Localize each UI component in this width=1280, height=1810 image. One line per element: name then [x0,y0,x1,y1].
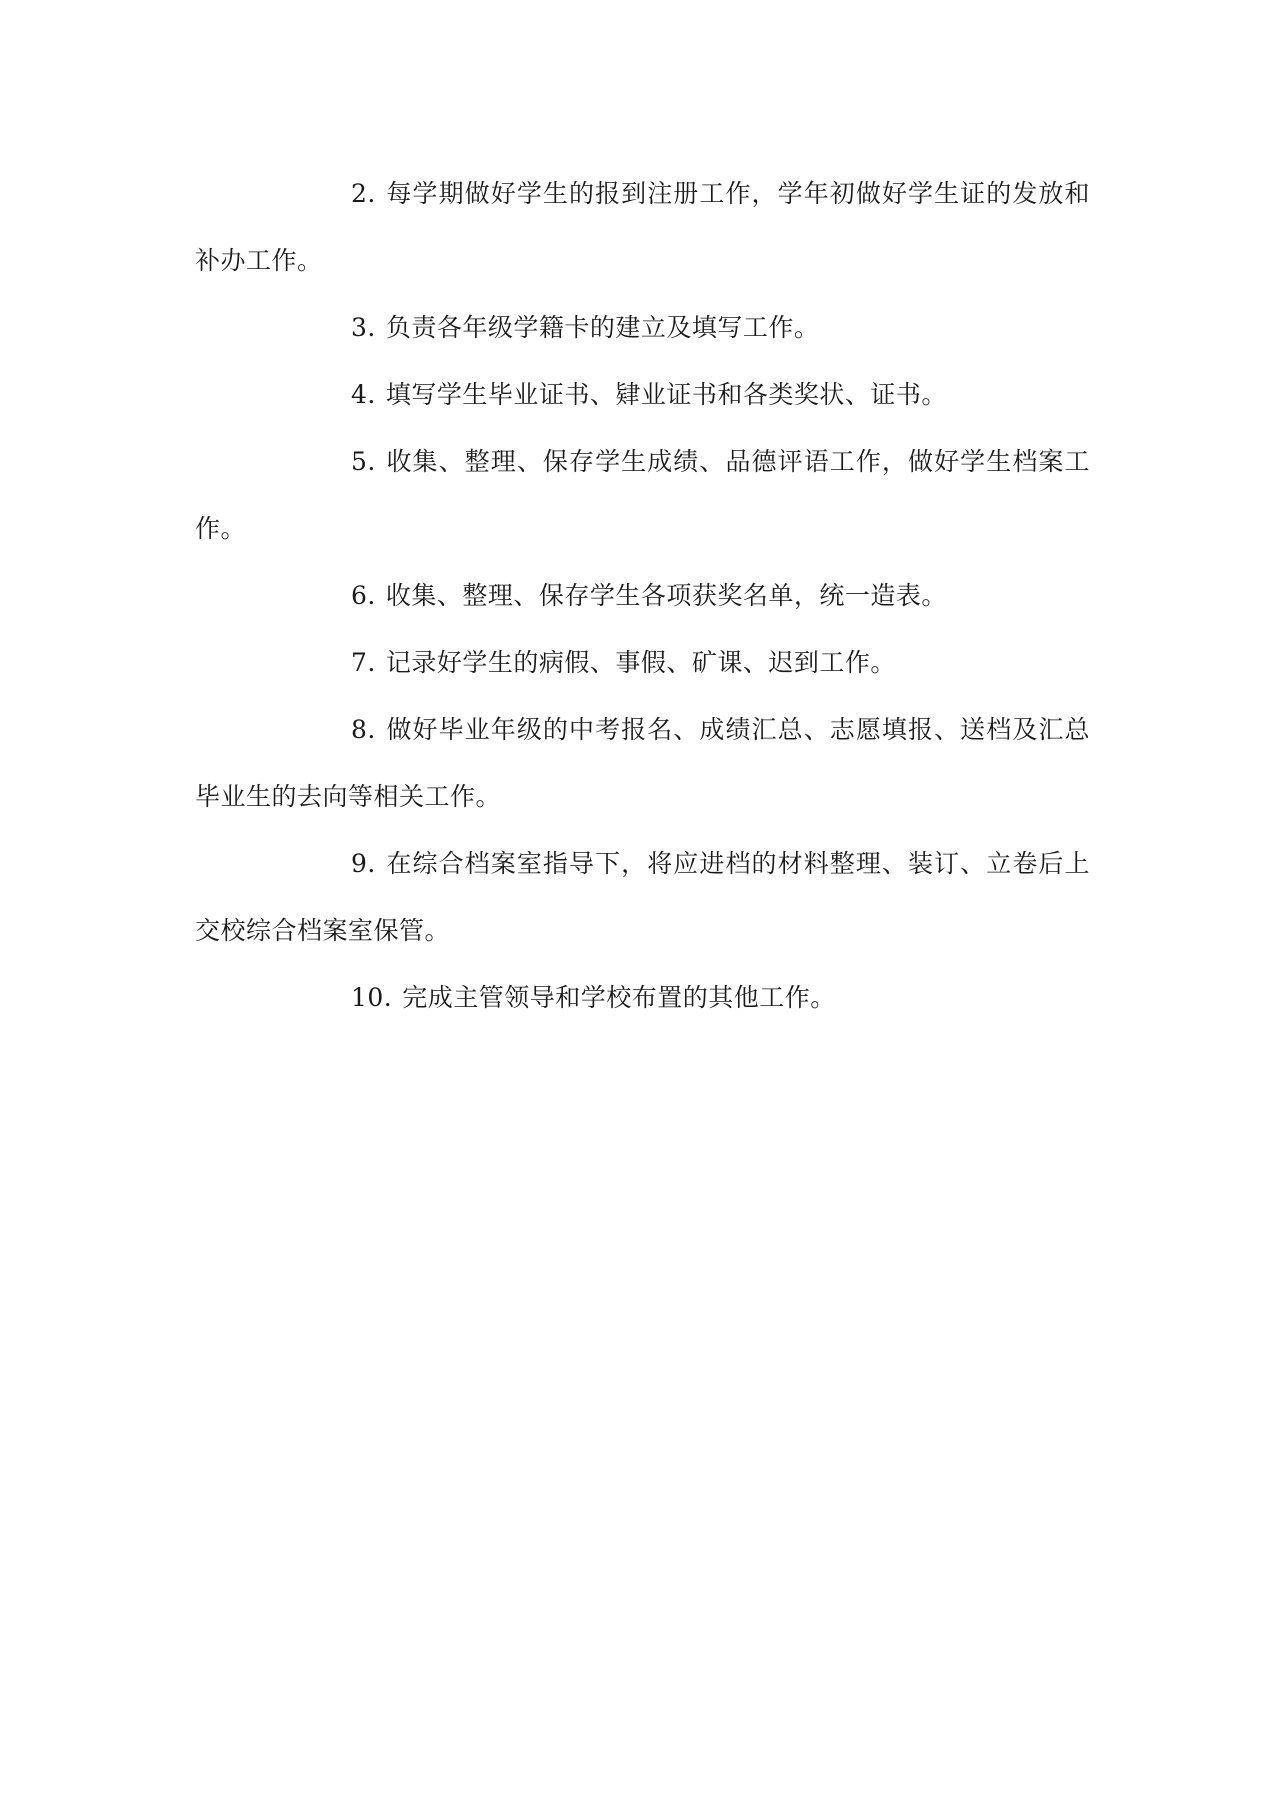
item-number: 8. [351,715,376,744]
item-text: 做好毕业年级的中考报名、成绩汇总、志愿填报、送档及汇总毕业生的去向等相关工作。 [195,715,1090,811]
list-item [195,629,1090,696]
item-text: 每学期做好学生的报到注册工作，学年初做好学生证的发放和补办工作。 [195,179,1090,275]
item-number: 6. [351,581,376,610]
list-item [195,830,1090,964]
list-item [195,562,1090,629]
item-number: 4. [351,380,376,409]
list-item [195,294,1090,361]
list-item [195,428,1090,562]
item-text: 收集、整理、保存学生成绩、品德评语工作，做好学生档案工作。 [195,447,1090,543]
item-number: 3. [351,313,376,342]
list-item [195,964,1090,1031]
item-text: 负责各年级学籍卡的建立及填写工作。 [385,313,820,342]
item-number: 10. [351,983,393,1012]
item-text: 填写学生毕业证书、肄业证书和各类奖状、证书。 [385,380,947,409]
item-number: 5. [351,447,376,476]
item-number: 2. [351,179,376,208]
list-item [195,160,1090,294]
item-text: 完成主管领导和学校布置的其他工作。 [402,983,836,1012]
item-number: 7. [351,648,376,677]
list-item [195,361,1090,428]
list-item [195,696,1090,830]
document-body [195,160,1090,1031]
item-text: 在综合档案室指导下，将应进档的材料整理、装订、立卷后上交校综合档案室保管。 [195,849,1090,945]
item-number: 9. [351,849,376,878]
item-text: 记录好学生的病假、事假、矿课、迟到工作。 [385,648,896,677]
item-text: 收集、整理、保存学生各项获奖名单，统一造表。 [385,581,947,610]
